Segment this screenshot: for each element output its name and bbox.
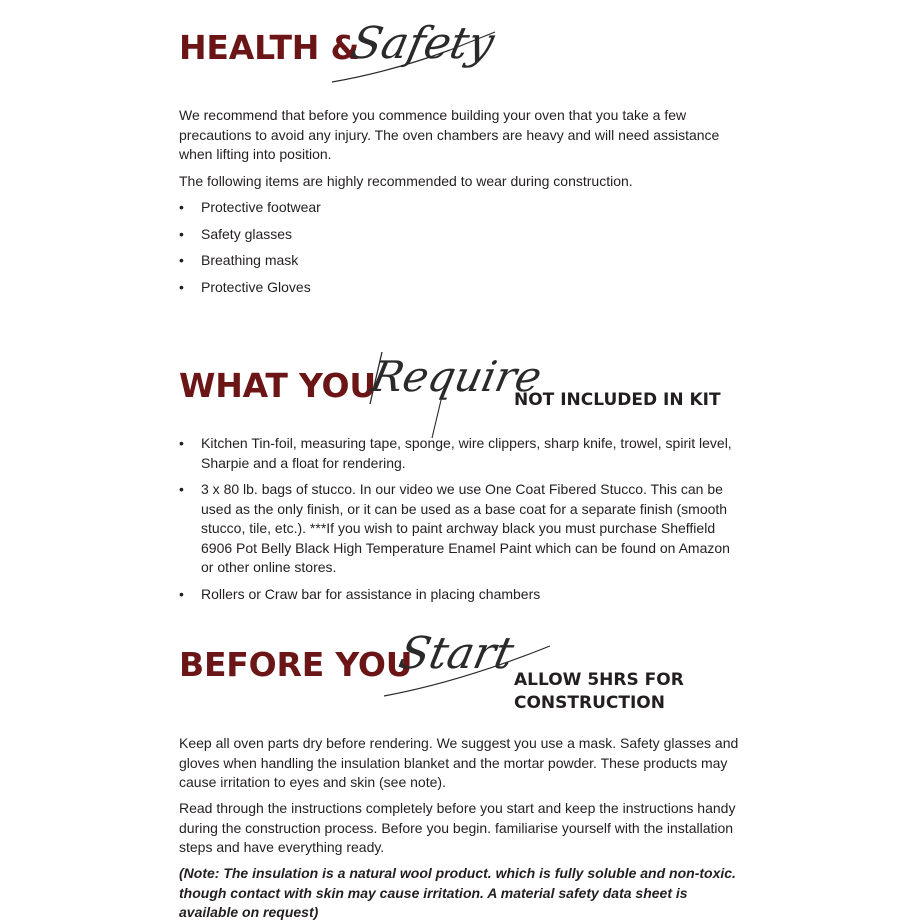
list-item: • Protective footwear — [179, 199, 321, 215]
health-paragraph-1: We recommend that before you commence building your oven that you take a few precautions to avoid any injury. The oven chambers are heavy and will need assistance when lifting into position. — [179, 107, 720, 162]
insulation-note: (Note: The insulation is a natural wool product. which is fully soluble and non-toxic. though contact with skin may cause irritation. A material safety data sheet is available on request) — [179, 865, 736, 920]
list-item: • Kitchen Tin-foil, measuring tape, sponge, wire clippers, sharp knife, trowel, spirit level, Sharpie and a float for rendering. — [179, 435, 732, 471]
require-flourish-icon — [362, 346, 522, 446]
allow-hours-line-1: ALLOW 5HRS FOR — [514, 670, 684, 690]
safety-flourish-icon — [330, 20, 500, 90]
health-safety-script-word: Safety — [346, 18, 499, 69]
health-paragraph-2: The following items are highly recommended to wear during construction. — [179, 173, 633, 189]
required-items-list — [179, 434, 739, 604]
allow-hours-subtitle — [514, 669, 684, 715]
what-you-require-heading: WHAT YOU — [179, 366, 376, 405]
list-item: • Rollers or Craw bar for assistance in placing chambers — [179, 585, 541, 602]
start-script-word: Start — [394, 628, 519, 679]
start-paragraph-1: Keep all oven parts dry before rendering. We suggest you use a mask. Safety glasses and gloves when handling the insulation blanket and the mortar powder. These products may cause irritation to eyes and skin (see note). — [179, 735, 739, 790]
list-item: • Protective Gloves — [179, 278, 311, 295]
allow-hours-line-2: CONSTRUCTION — [514, 693, 665, 713]
list-item: • Safety glasses — [179, 225, 293, 242]
list-item: • Breathing mask — [179, 252, 299, 268]
list-item: • 3 x 80 lb. bags of stucco. In our video we use One Coat Fibered Stucco. This can be used as the only finish, or it can be used as a base coat for a separate finish (smooth stucco, tile, etc.). ***If you wish to paint archway black you must purchase Sheffield 6906 Pot Belly Black High Temperature Enamel Paint which can be found on Amazon or other online stores. — [179, 481, 730, 575]
before-you-start-heading: BEFORE YOU — [179, 645, 413, 684]
health-safety-heading: HEALTH & — [179, 28, 360, 67]
not-included-subtitle: NOT INCLUDED IN KIT — [514, 390, 721, 410]
safety-gear-list — [179, 198, 739, 297]
start-paragraph-2: Read through the instructions completely before you start and keep the instructions handy during the construction process. Before you begin. familiarise yourself with the installation steps and have everything ready. — [179, 800, 736, 855]
require-script-word: Require — [366, 352, 546, 401]
